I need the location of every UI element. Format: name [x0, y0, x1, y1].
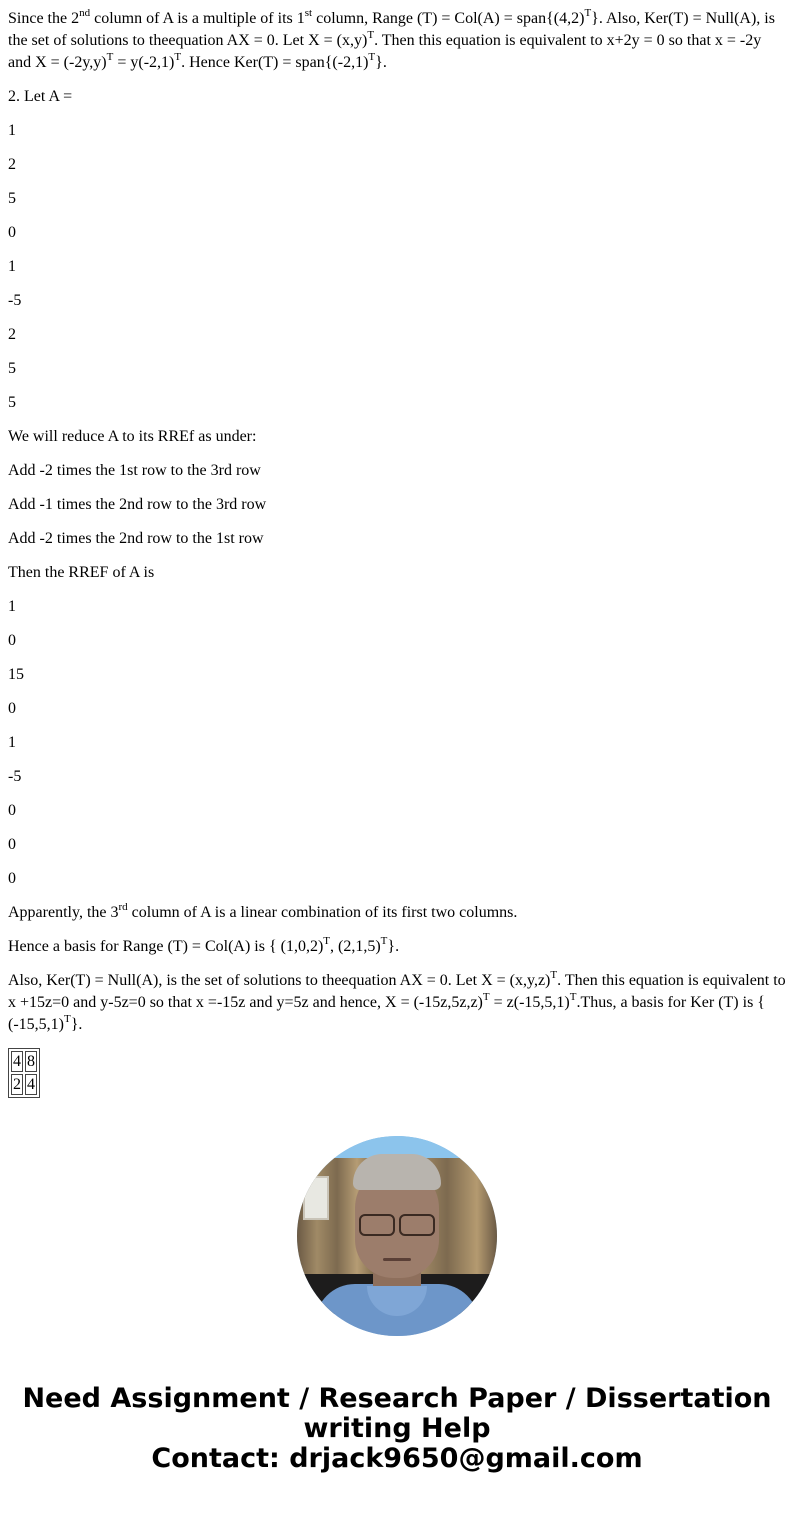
reduce-intro: We will reduce A to its RREf as under:: [8, 428, 257, 445]
matrix-a-entry: 1: [8, 122, 16, 139]
superscript: rd: [118, 900, 128, 913]
matrix-a-entry: -5: [8, 292, 22, 309]
matrix-a: [8, 120, 786, 414]
matrix-rref-entry: -5: [8, 768, 22, 785]
table-cell: 8: [27, 1053, 35, 1070]
apparently-paragraph: [8, 902, 786, 924]
text: Hence a basis for Range (T) = Col(A) is { (1,0,2): [8, 938, 324, 955]
matrix-rref-entry: 1: [8, 734, 16, 751]
matrix-rref-entry: 0: [8, 802, 16, 819]
matrix-rref: [8, 596, 786, 890]
text: }.: [387, 938, 400, 955]
text: = z(-15,5,1): [489, 994, 570, 1011]
avatar-window: [303, 1176, 329, 1220]
text: Since the 2: [8, 10, 80, 27]
text: , (2,1,5): [330, 938, 381, 955]
row-op-step: Add -1 times the 2nd row to the 3rd row: [8, 496, 267, 513]
text: column of A is a linear combination of its first two columns.: [127, 904, 518, 921]
part2-intro: 2. Let A =: [8, 88, 73, 105]
row-op-step: Add -2 times the 2nd row to the 1st row: [8, 530, 264, 547]
text: . Then this equation is equivalent to x+2y = 0 so that x = -2y and X = (-2y,y): [8, 32, 762, 71]
text: . Then this equation is equivalent to x +15z=0 and y-5z=0 so that x =-15z and y=5z and hence, X = (-15z,5z,z): [8, 972, 786, 1011]
avatar-lens-right: [399, 1214, 435, 1236]
part1-paragraph: [8, 8, 786, 74]
range-basis-paragraph: [8, 936, 786, 958]
matrix-rref-entry: 15: [8, 666, 24, 683]
avatar-mouth: [383, 1258, 411, 1261]
superscript: nd: [79, 6, 91, 19]
matrix-table: [8, 1048, 40, 1098]
matrix-a-entry: 5: [8, 360, 16, 377]
text: = y(-2,1): [113, 54, 175, 71]
avatar-hair: [353, 1154, 441, 1190]
matrix-a-entry: 1: [8, 258, 16, 275]
text: }.: [375, 54, 387, 71]
matrix-a-entry: 2: [8, 326, 16, 343]
table-cell: 4: [27, 1076, 35, 1093]
text: column, Range (T) = Col(A) = span{(4,2): [312, 10, 585, 27]
matrix-rref-entry: 0: [8, 632, 16, 649]
text: .Thus, a basis for Ker (T) is { (-15,5,1): [8, 994, 765, 1033]
superscript: T: [569, 990, 577, 1003]
table-row: [11, 1051, 37, 1072]
superscript: st: [304, 6, 313, 19]
table-cell: 4: [13, 1053, 21, 1070]
promo-contact: Contact: drjack9650@gmail.com: [151, 1443, 643, 1474]
text: column of A is a multiple of its 1: [90, 10, 305, 27]
text: }.: [70, 1016, 83, 1033]
avatar-container: [0, 1136, 794, 1336]
superscript: T: [482, 990, 490, 1003]
superscript: T: [323, 934, 331, 947]
kernel-paragraph: [8, 970, 786, 1036]
matrix-rref-entry: 0: [8, 700, 16, 717]
text: Apparently, the 3: [8, 904, 119, 921]
text: }. Also, Ker(T) = Null(A), is the set of solutions to theequation AX = 0. Let X = (x,y): [8, 10, 775, 49]
matrix-rref-entry: 1: [8, 598, 16, 615]
table-cell: 2: [13, 1076, 21, 1093]
promo-line-2: writing Help: [303, 1413, 491, 1444]
glasses-icon: [359, 1214, 435, 1234]
superscript: T: [550, 968, 558, 981]
matrix-rref-entry: 0: [8, 836, 16, 853]
avatar: [297, 1136, 497, 1336]
promo-banner: [0, 1384, 794, 1498]
text: . Hence Ker(T) = span{(-2,1): [181, 54, 369, 71]
rref-intro: Then the RREF of A is: [8, 564, 155, 581]
matrix-a-entry: 2: [8, 156, 16, 173]
superscript: T: [368, 50, 376, 63]
superscript: T: [367, 28, 375, 41]
matrix-rref-entry: 0: [8, 870, 16, 887]
promo-line-1: Need Assignment / Research Paper / Dissertation: [22, 1383, 772, 1414]
superscript: T: [106, 50, 114, 63]
text: Also, Ker(T) = Null(A), is the set of solutions to theequation AX = 0. Let X = (x,y,z): [8, 972, 551, 989]
superscript: T: [584, 6, 592, 19]
matrix-a-entry: 5: [8, 394, 16, 411]
avatar-lens-left: [359, 1214, 395, 1236]
table-row: [11, 1074, 37, 1095]
matrix-a-entry: 0: [8, 224, 16, 241]
superscript: T: [63, 1012, 71, 1025]
superscript: T: [174, 50, 182, 63]
superscript: T: [380, 934, 388, 947]
row-op-step: Add -2 times the 1st row to the 3rd row: [8, 462, 261, 479]
matrix-a-entry: 5: [8, 190, 16, 207]
